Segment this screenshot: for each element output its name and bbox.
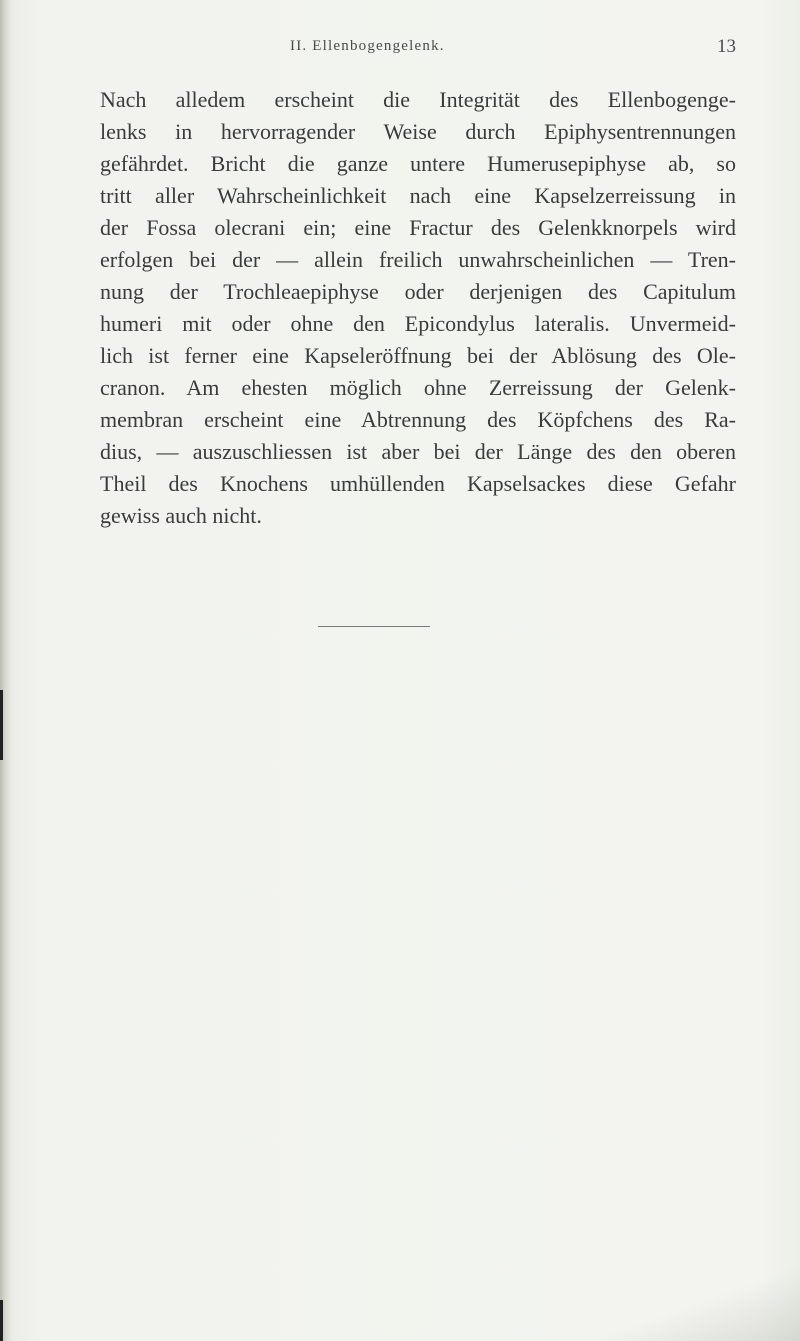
binding-shadow <box>0 0 12 1341</box>
text-line: Nach alledem erscheint die Integrität des Ellenbogenge- <box>100 87 736 112</box>
page-number: 13 <box>717 36 736 57</box>
text-line: lenks in hervorragender Weise durch Epiphysentrennungen <box>100 119 736 144</box>
text-line: gewiss auch nicht. <box>100 503 262 528</box>
text-line: Theil des Knochens umhüllenden Kapselsackes diese Gefahr <box>100 471 736 496</box>
chapter-title: II. Ellenbogengelenk. <box>290 38 445 54</box>
text-line: nung der Trochleaepiphyse oder derjenigen des Capitulum <box>100 279 736 304</box>
text-line: tritt aller Wahrscheinlichkeit nach eine Kapselzerreissung in <box>100 183 736 208</box>
page-edge-mark <box>0 690 3 760</box>
text-line: gefährdet. Bricht die ganze untere Humerusepiphyse ab, so <box>100 151 736 176</box>
text-line: der Fossa olecrani ein; eine Fractur des Gelenkknorpels wird <box>100 215 736 240</box>
text-line: erfolgen bei der — allein freilich unwahrscheinlichen — Tren- <box>100 247 736 272</box>
body-paragraph <box>100 84 736 532</box>
page-edge-mark <box>0 1300 3 1341</box>
text-line: lich ist ferner eine Kapseleröffnung bei der Ablösung des Ole- <box>100 343 736 368</box>
section-divider <box>318 626 430 627</box>
page-corner-shade <box>580 1251 800 1341</box>
text-line: membran erscheint eine Abtrennung des Köpfchens des Ra- <box>100 407 736 432</box>
text-line: cranon. Am ehesten möglich ohne Zerreissung der Gelenk- <box>100 375 736 400</box>
running-head <box>100 38 736 62</box>
text-line: humeri mit oder ohne den Epicondylus lateralis. Unvermeid- <box>100 311 736 336</box>
text-line: dius, — auszuschliessen ist aber bei der Länge des den oberen <box>100 439 736 464</box>
